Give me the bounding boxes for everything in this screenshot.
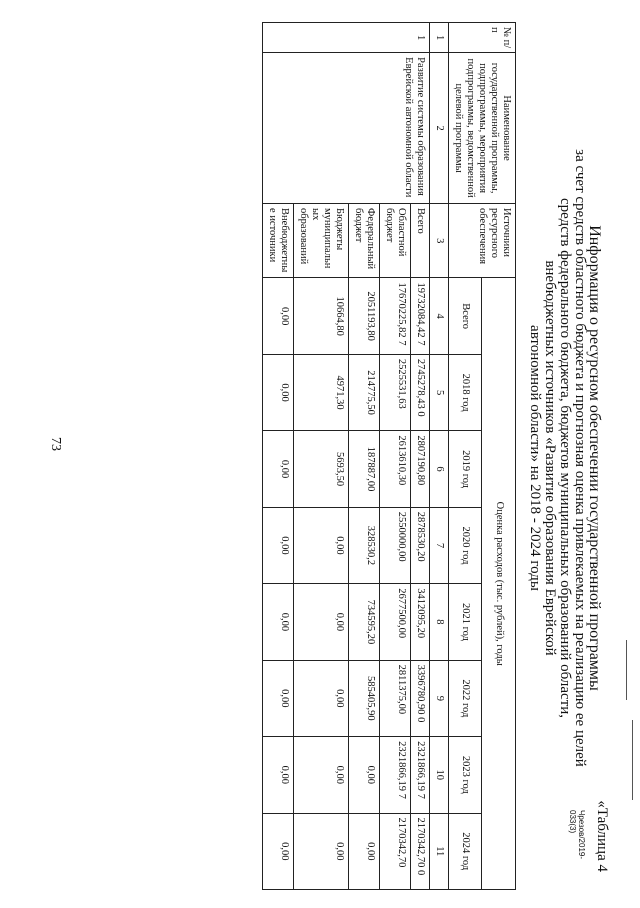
- value-cell: 328530,2: [349, 507, 380, 583]
- title-line: автономной области» на 2018 - 2024 годы: [527, 325, 543, 591]
- index-cell: 1: [430, 23, 449, 53]
- header-year: 2018 год: [449, 354, 483, 430]
- value-cell: 0,00: [294, 813, 349, 889]
- value-cell: 0,00: [263, 584, 294, 660]
- table-header-row: [482, 23, 516, 890]
- header-year: 2024 год: [449, 813, 483, 889]
- header-num: № п/п: [449, 23, 516, 53]
- value-cell: 0,00: [294, 737, 349, 813]
- scan-edge-line: [626, 640, 627, 700]
- value-cell: 2321866,19 7: [380, 737, 411, 813]
- source-cell: Бюджеты муниципальных образований: [294, 204, 349, 278]
- value-cell: 2525531,63: [380, 354, 411, 430]
- document-title: [527, 68, 602, 848]
- value-cell: 2878530,20: [411, 507, 430, 583]
- value-cell: 585405,90: [349, 660, 380, 736]
- index-cell: 10: [430, 737, 449, 813]
- value-cell: 0,00: [263, 431, 294, 507]
- value-cell: 0,00: [294, 584, 349, 660]
- value-cell: 17670225,82 7: [380, 278, 411, 354]
- title-line: внебюджетных источников «Развитие образования Еврейской: [542, 260, 558, 656]
- header-year: 2023 год: [449, 737, 483, 813]
- header-source: Источники ресурсного обеспечения: [449, 204, 516, 278]
- index-cell: 7: [430, 507, 449, 583]
- value-cell: 0,00: [294, 660, 349, 736]
- index-cell: 9: [430, 660, 449, 736]
- source-cell: Внебюджетные источники: [263, 204, 294, 278]
- title-line: за счет средств областного бюджета и прогнозная оценка привлекаемых на реализацию ее целей: [572, 149, 588, 767]
- header-total: Всего: [449, 278, 483, 354]
- header-year: 2019 год: [449, 431, 483, 507]
- value-cell: 187887,00: [349, 431, 380, 507]
- resource-table: [262, 22, 516, 890]
- value-cell: 2613610,30: [380, 431, 411, 507]
- value-cell: 0,00: [263, 737, 294, 813]
- header-year: 2022 год: [449, 660, 483, 736]
- index-cell: 4: [430, 278, 449, 354]
- document-code: Чрезов/2019-033(3): [568, 810, 586, 860]
- scan-edge-line: [632, 720, 633, 800]
- index-cell: 6: [430, 431, 449, 507]
- value-cell: 0,00: [263, 507, 294, 583]
- value-cell: 214775,50: [349, 354, 380, 430]
- value-cell: 19732084,42 7: [411, 278, 430, 354]
- table-number: «Таблица 4: [594, 800, 610, 872]
- table-row: [411, 23, 430, 890]
- value-cell: 0,00: [349, 737, 380, 813]
- program-name: Развитие системы образования Еврейской автономной области: [263, 53, 430, 204]
- index-cell: 5: [430, 354, 449, 430]
- source-cell: Федеральный бюджет: [349, 204, 380, 278]
- value-cell: 5693,50: [294, 431, 349, 507]
- title-line: средств федерального бюджета, бюджетов муниципальных образований области,: [557, 197, 573, 719]
- value-cell: 2550000,00: [380, 507, 411, 583]
- value-cell: 0,00: [263, 354, 294, 430]
- value-cell: 2051193,80: [349, 278, 380, 354]
- value-cell: 2807190,80: [411, 431, 430, 507]
- index-row: [430, 23, 449, 890]
- index-cell: 8: [430, 584, 449, 660]
- value-cell: 0,00: [294, 507, 349, 583]
- value-cell: 0,00: [263, 813, 294, 889]
- title-line: Информация о ресурсном обеспечении государственной программы: [586, 225, 603, 691]
- value-cell: 0,00: [263, 278, 294, 354]
- value-cell: 2170342,70 0: [411, 813, 430, 889]
- value-cell: 2677500,00: [380, 584, 411, 660]
- header-name: Наименование государственной программы, подпрограммы, мероприятия подпрограммы, ведомственной целевой программы: [449, 53, 516, 204]
- value-cell: 734595,20: [349, 584, 380, 660]
- value-cell: 2745278,43 0: [411, 354, 430, 430]
- index-cell: 2: [430, 53, 449, 204]
- value-cell: 2170342,70: [380, 813, 411, 889]
- header-group: Оценка расходов (тыс. рублей), годы: [482, 278, 516, 890]
- page-number: 73: [48, 437, 63, 451]
- value-cell: 3396780,90 0: [411, 660, 430, 736]
- index-cell: 11: [430, 813, 449, 889]
- value-cell: 0,00: [349, 813, 380, 889]
- value-cell: 3412095,20: [411, 584, 430, 660]
- value-cell: 2811375,00: [380, 660, 411, 736]
- value-cell: 10664,80: [294, 278, 349, 354]
- index-cell: 3: [430, 204, 449, 278]
- value-cell: 0,00: [263, 660, 294, 736]
- program-num: 1: [263, 23, 430, 53]
- rotated-page-content: [100, 8, 640, 908]
- source-cell: Областной бюджет: [380, 204, 411, 278]
- header-year: 2020 год: [449, 507, 483, 583]
- header-year: 2021 год: [449, 584, 483, 660]
- value-cell: 4971,30: [294, 354, 349, 430]
- source-cell: Всего: [411, 204, 430, 278]
- value-cell: 2321866,19 7: [411, 737, 430, 813]
